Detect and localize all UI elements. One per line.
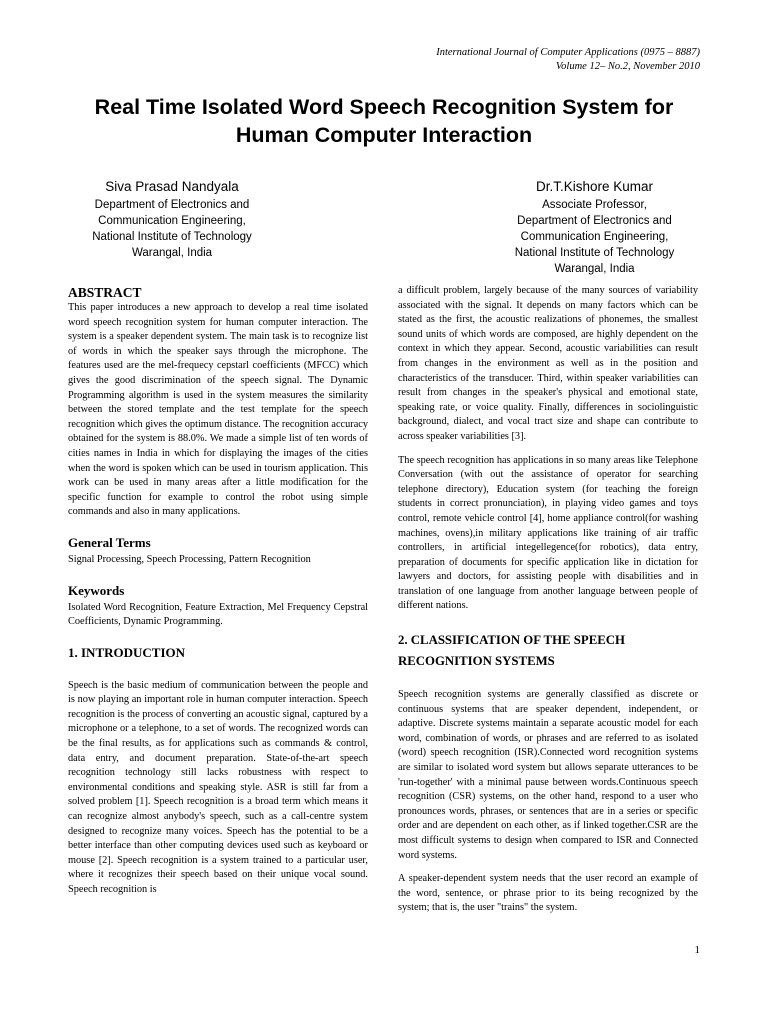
body-paragraph: Speech recognition systems are generally classified as discrete or continuous systems that are speaker dependent, independent, or adaptive. Discrete systems maintain a separate acoustic model for each word, combination of words, or phrases and are referred to as isolated (word) speech recognition (ISR).Connected word recognition systems are similar to isolated word system but allows separate utterances to be 'run-together' with a minimal pause between words.Continuous speech recognition (CSR) systems, on the other hand, respond to a user who pronounces words, phrases, or sentences that are in a series or specific order and are dependent on each other, as if linked together.CSR are the most difficult systems to design when compared to ISR and Connected word systems. xyxy=(398,689,698,861)
abstract-heading: ABSTRACT xyxy=(68,285,142,300)
author-affiliation-line: Communication Engineering, xyxy=(520,231,669,243)
journal-name: International Journal of Computer Applications (0975 – 8887) xyxy=(436,47,700,58)
author-affiliation-line: Communication Engineering, xyxy=(98,215,246,227)
author-affiliation-line: National Institute of Technology xyxy=(92,231,252,243)
keywords-text: Isolated Word Recognition, Feature Extraction, Mel Frequency Cepstral Coefficients, Dynamic Programming. xyxy=(68,601,368,628)
author-affiliation-line: Warangal, India xyxy=(554,263,635,275)
journal-volume: Volume 12– No.2, November 2010 xyxy=(555,61,700,72)
journal-header xyxy=(280,46,700,74)
section-2-heading-line-2: RECOGNITION SYSTEMS xyxy=(398,654,555,669)
title-line-2: Human Computer Interaction xyxy=(235,123,533,147)
introduction-heading: 1. INTRODUCTION xyxy=(68,644,186,660)
section-2-heading-line-1: 2. CLASSIFICATION OF THE SPEECH xyxy=(398,633,625,648)
keywords-heading: Keywords xyxy=(68,582,125,598)
title-line-1: Real Time Isolated Word Speech Recognition System for xyxy=(94,95,674,119)
body-paragraph: The speech recognition has applications in so many areas like Telephone Conversation (with out the assistance of operator for searching telephone directory), Education system (for teaching the foreign students in correct pronunciation), in playing video games and toys control, remote vehicle control [4], home appliance control(for washing machines, ovens),in military applications like training of air traffic controllers, in artificial integellegence(for robotics), data entry, preparation of documents for specific application like in dictation for lawyers and doctors, for assisting people with disabilities and in translation of one language from another language between people of different nations. xyxy=(398,454,698,612)
paper-title xyxy=(60,93,708,149)
author-block-2 xyxy=(492,178,697,277)
introduction-text: Speech is the basic medium of communication between the people and is now playing an important role in human computer interaction. Speech recognition is the process of converting an acoustic signal, captured by a microphone or a telephone, to a set of words. The recognized words can be the final results, as for applications such as commands & control, data entry, and document preparation. State-of-the-art speech recognition technology still lacks robustness with respect to environmental conditions and speaking style. ASR is still far from a solved problem [1]. Speech recognition is a broad term which means it can recognize almost anybody's speech, such as a call-centre system designed to recognize many voices. Speech has the potential to be a better interface than other computing devices used such as keyboard or mouse [2]. Speech recognition is a system trained to a particular user, where it recognizes their speech based on their unique vocal sound. Speech recognition is xyxy=(68,679,368,895)
general-terms-heading: General Terms xyxy=(68,534,151,550)
right-column xyxy=(398,284,698,916)
general-terms-text: Signal Processing, Speech Processing, Pattern Recognition xyxy=(68,553,311,565)
author-name: Siva Prasad Nandyala xyxy=(105,179,239,194)
author-affiliation-line: National Institute of Technology xyxy=(514,247,675,259)
page-number: 1 xyxy=(694,944,700,956)
body-paragraph: a difficult problem, largely because of the many sources of variability associated with the signal. It depends on many factors which can be stated as the first, the acoustic realizations of phonemes, the smallest sound units of which words are composed, are highly dependent on the context in which they appear. Second, acoustic variabilities can result from changes in the environment as well as in the position and characteristics of the transducer. Third, within speaker variabilities can result from changes in the speaker's physical and emotional state, speaking rate, or voice quality. Finally, differences in sociolinguistic background, dialect, and vocal tract size and shape can contribute to across speaker variabilities [3]. xyxy=(398,285,698,442)
author-affiliation-line: Department of Electronics and xyxy=(94,199,250,211)
author-affiliation-line: Associate Professor, xyxy=(542,199,647,211)
abstract-text: This paper introduces a new approach to develop a real time isolated word speech recognition system for human computer interaction. The system is a speaker dependent system. The main task is to recognize list of words in which the speaker says through the microphone. The features used are the mel-frequecy cepstarl coefficients (MFCC) which gives the good discrimination of the speech signal. The Dynamic Programming algorithm is used in the system measures the similarity between the stored template and the test template for the speech recognition which gives the optimum distance. The recognition accuracy obtained for the system is 88.0%. We made a simple list of ten words of cities names in India in which for displaying the images of the cities when the word is spoken which can be used in tourism application. This work can be used in many areas after a little modification for the specific function for example to control the robot using simple commands and also in many applications. xyxy=(68,302,368,518)
author-affiliation-line: Warangal, India xyxy=(131,247,213,259)
section-2-heading xyxy=(398,630,698,672)
left-column xyxy=(68,284,368,898)
author-affiliation-line: Department of Electronics and xyxy=(517,215,672,227)
author-name: Dr.T.Kishore Kumar xyxy=(535,179,654,194)
body-paragraph: A speaker-dependent system needs that the user record an example of the word, sentence, or phrase prior to its being recognized by the system; that is, the user "trains" the system. xyxy=(398,873,698,914)
author-block-1 xyxy=(72,178,272,261)
